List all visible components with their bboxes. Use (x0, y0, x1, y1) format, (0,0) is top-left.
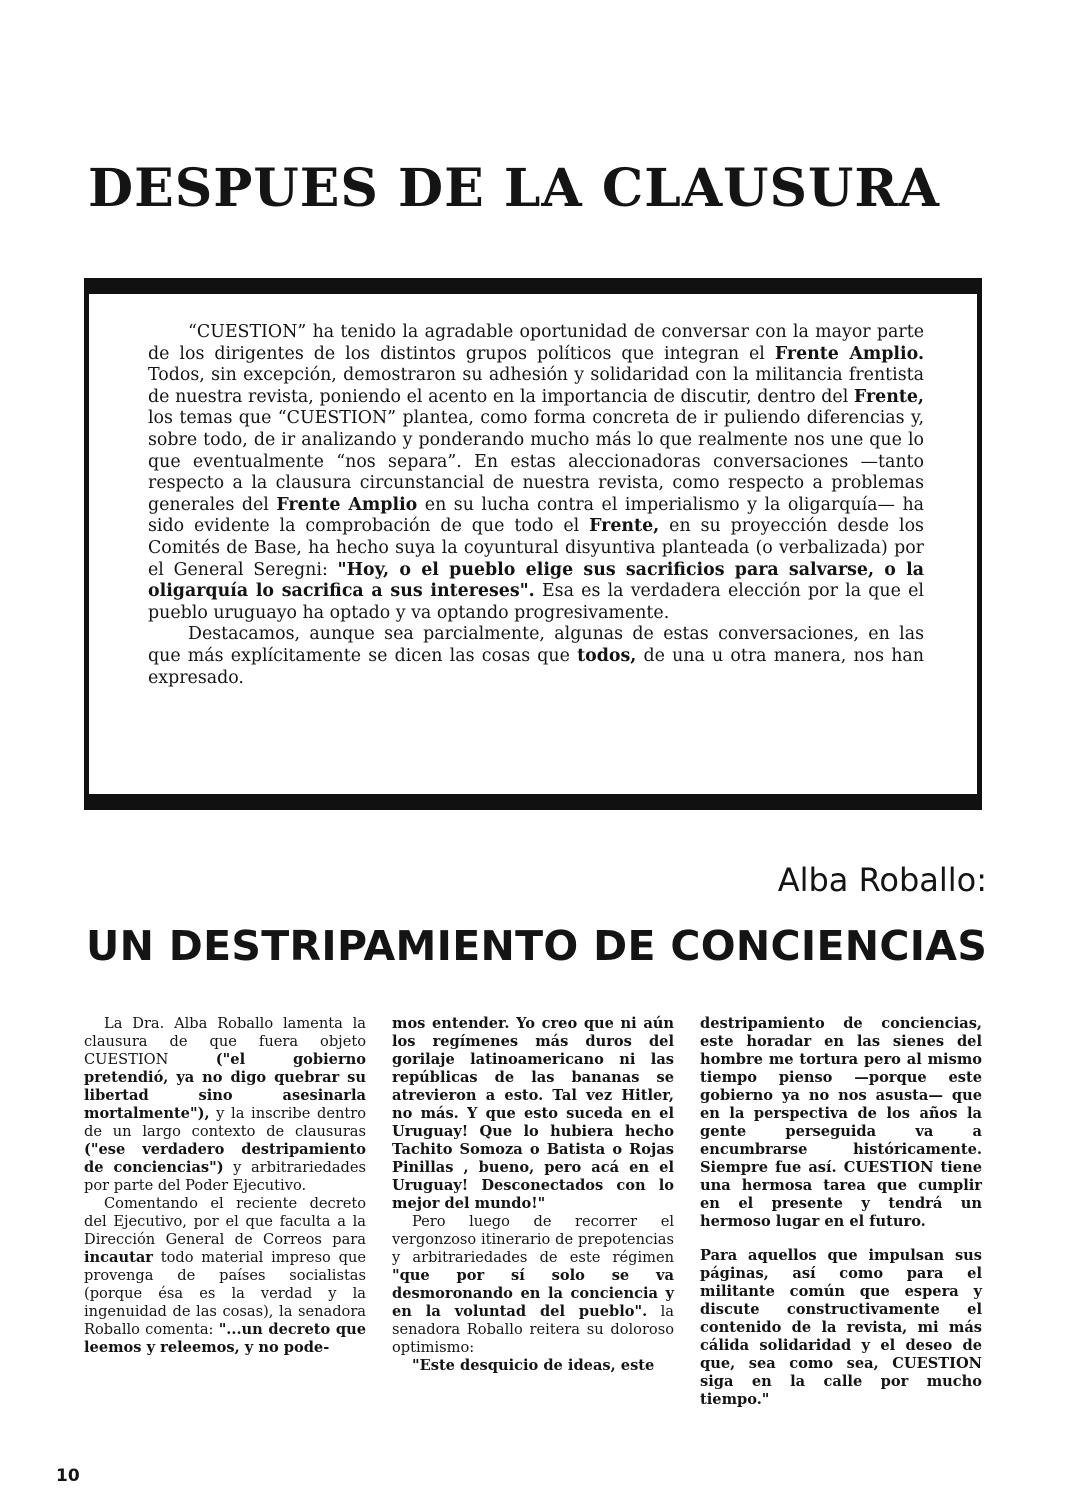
page-number: 10 (56, 1466, 80, 1486)
intro-paragraph: Destacamos, aunque sea parcialmente, algunas de estas conversaciones, en las que más explícitamente se dicen las cosas que todos, de una u otra manera, nos han expresado. (148, 624, 924, 688)
article-paragraph: Pero luego de recorrer el vergonzoso itinerario de prepotencias y arbitrariedades de este régimen "que por sí solo se va desmoronando en la conciencia y en la voluntad del pueblo". la senadora Roballo reitera su doloroso optimismo: (392, 1213, 674, 1356)
intro-paragraph: “CUESTION” ha tenido la agradable oportunidad de conversar con la mayor parte de los dirigentes de los distintos grupos políticos que integran el Frente Amplio. Todos, sin excepción, demostraron su adhesión y solidaridad con la militancia frentista de nuestra revista, poniendo el acento en la importancia de discutir, dentro del Frente, los temas que “CUESTION” plantea, como forma concreta de ir puliendo diferencias y, sobre todo, de ir analizando y ponderando mucho más lo que realmente nos une que lo que eventualmente “nos separa”. En estas aleccionadoras conversaciones —tanto respecto a la clausura circunstancial de nuestra revista, como respecto a problemas generales del Frente Amplio en su lucha contra el imperialismo y la oligarquía— ha sido evidente la comprobación de que todo el Frente, en su proyección desde los Comités de Base, ha hecho suya la coyuntural disyuntiva planteada (o verbalizada) por el General Seregni: "Hoy, o el pueblo elige sus sacrificios para salvarse, o la oligarquía lo sacrifica a sus intereses". Esa es la verdadera elección por la que el pueblo uruguayo ha optado y va optando progresivamente. (148, 322, 925, 623)
article-paragraph: La Dra. Alba Roballo lamenta la clausura de que fuera objeto CUESTION ("el gobierno pretendió, ya no digo quebrar su libertad sino asesinarla mortalmente"), y la inscribe dentro de un largo contexto de clausuras ("ese verdadero destripamiento de conciencias") y arbitrariedades por parte del Poder Ejecutivo. (84, 1015, 366, 1194)
article-paragraph: mos entender. Yo creo que ni aún los regímenes más duros del gorilaje latinoamericano ni las repúblicas de las bananas se atrevieron a esto. Tal vez Hitler, no más. Y que esto suceda en el Uruguay! Que lo hubiera hecho Tachito Somoza o Batista o Rojas Pinillas , bueno, pero acá en el Uruguay! Desconectados con lo mejor del mundo!" (392, 1015, 674, 1212)
headline: DESPUES DE LA CLAUSURA (88, 158, 940, 219)
article-column-2 (392, 1015, 674, 1375)
article-kicker: Alba Roballo: (777, 861, 987, 899)
article-paragraph: destripamiento de conciencias, este horadar en las sienes del hombre me tortura pero al mismo tiempo pienso —porque este gobierno ya no nos asusta— que en la perspectiva de los años la gente perseguida va a encumbrarse históricamente. Siempre fue así. CUESTION tiene una hermosa tarea que cumplir en el presente y tendrá un hermoso lugar en el futuro. (700, 1015, 982, 1230)
article-paragraph: "Este desquicio de ideas, este (412, 1357, 655, 1374)
article-title: UN DESTRIPAMIENTO DE CONCIENCIAS (86, 922, 988, 970)
article-paragraph: Para aquellos que impulsan sus páginas, así como para el militante común que espera y discute constructivamente el contenido de la revista, mi más cálida solidaridad y el deseo de que, sea como sea, CUESTION siga en la calle por mucho tiempo." (700, 1247, 982, 1408)
article-column-3 (700, 1015, 982, 1409)
article-paragraph: Comentando el reciente decreto del Ejecutivo, por el que faculta a la Dirección General de Correos para incautar todo material impreso que provenga de países socialistas (porque ésa es la verdad y la ingenuidad de las cosas), la senadora Roballo comenta: "...un decreto que leemos y releemos, y no pode- (84, 1195, 366, 1356)
article-column-1 (84, 1015, 366, 1357)
intro-text (148, 322, 924, 689)
